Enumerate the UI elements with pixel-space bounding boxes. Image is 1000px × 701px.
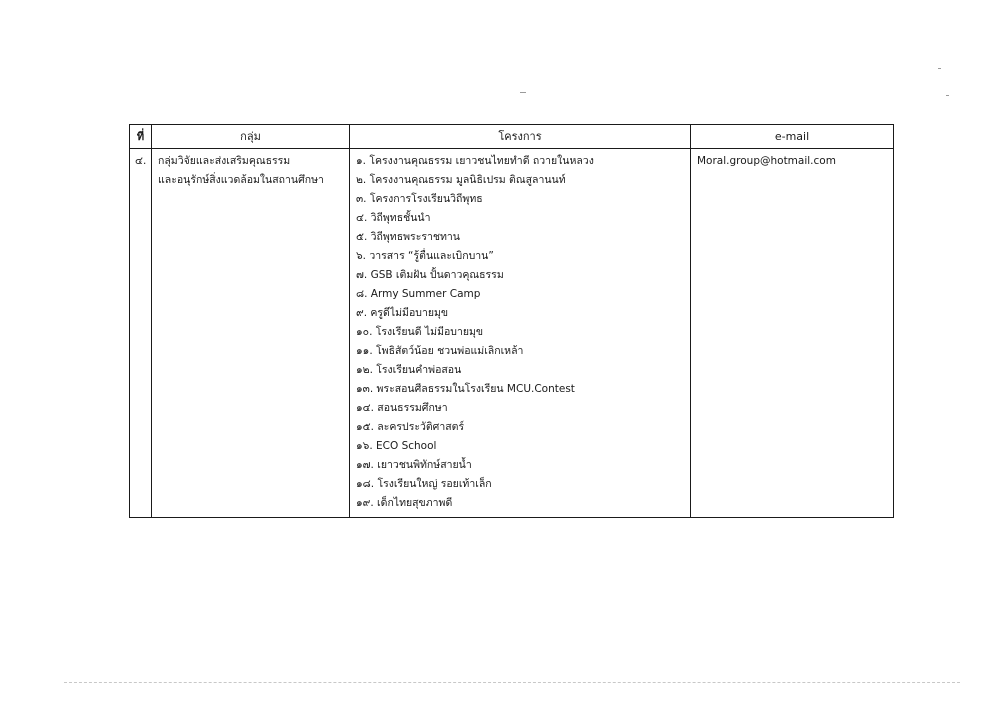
list-item: ๑๑. โพธิสัตว์น้อย ชวนพ่อแม่เลิกเหล้า [356,345,524,357]
list-item: ๑๖. ECO School [356,440,437,452]
header-no: ที่ [136,130,145,143]
row-number: ๔. [135,155,147,167]
list-item: ๗. GSB เติมฝัน ปั้นดาวคุณธรรม [356,269,504,281]
header-divider [130,148,893,149]
list-item: ๙. ครูดีไม่มีอบายมุข [356,307,449,319]
email-address: Moral.group@hotmail.com [697,155,836,167]
list-item: ๑๗. เยาวชนพิทักษ์สายน้ำ [356,459,472,471]
header-project: โครงการ [498,130,542,143]
projects-table [129,124,894,518]
list-item: ๓. โครงการโรงเรียนวิถีพุทธ [356,193,483,205]
list-item: ๘. Army Summer Camp [356,288,481,300]
header-email: e-mail [774,130,810,143]
list-item: ๑๔. สอนธรรมศึกษา [356,402,448,414]
list-item: ๒. โครงงานคุณธรรม มูลนิธิเปรม ติณสูลานนท์ [356,174,566,186]
list-item: ๑๓. พระสอนศีลธรรมในโรงเรียน MCU.Contest [356,383,575,395]
project-list [356,152,594,513]
list-item: ๑๒. โรงเรียนคำพ่อสอน [356,364,462,376]
list-item: ๑๙. เด็กไทยสุขภาพดี [356,497,453,509]
header-group: กลุ่ม [240,130,261,143]
group-name [158,152,324,190]
list-item: ๖. วารสาร “รู้ตื่นและเบิกบาน” [356,250,494,262]
column-divider [690,125,691,517]
list-item: ๑๘. โรงเรียนใหญ่ รอยเท้าเล็ก [356,478,492,490]
list-item: ๑. โครงงานคุณธรรม เยาวชนไทยทำดี ถวายในหลวง [356,155,594,167]
scan-speck [946,95,949,96]
scan-speck [938,68,941,69]
list-item: ๕. วิถีพุทธพระราชทาน [356,231,460,243]
list-item: ๔. วิถีพุทธชั้นนำ [356,212,431,224]
list-item: ๑๕. ละครประวัติศาสตร์ [356,421,465,433]
group-name-line: และอนุรักษ์สิ่งแวดล้อมในสถานศึกษา [158,174,324,186]
column-divider [349,125,350,517]
scan-edge-line [64,682,960,684]
scan-speck [520,92,526,93]
group-name-line: กลุ่มวิจัยและส่งเสริมคุณธรรม [158,155,291,167]
list-item: ๑๐. โรงเรียนดี ไม่มีอบายมุข [356,326,484,338]
column-divider [151,125,152,517]
